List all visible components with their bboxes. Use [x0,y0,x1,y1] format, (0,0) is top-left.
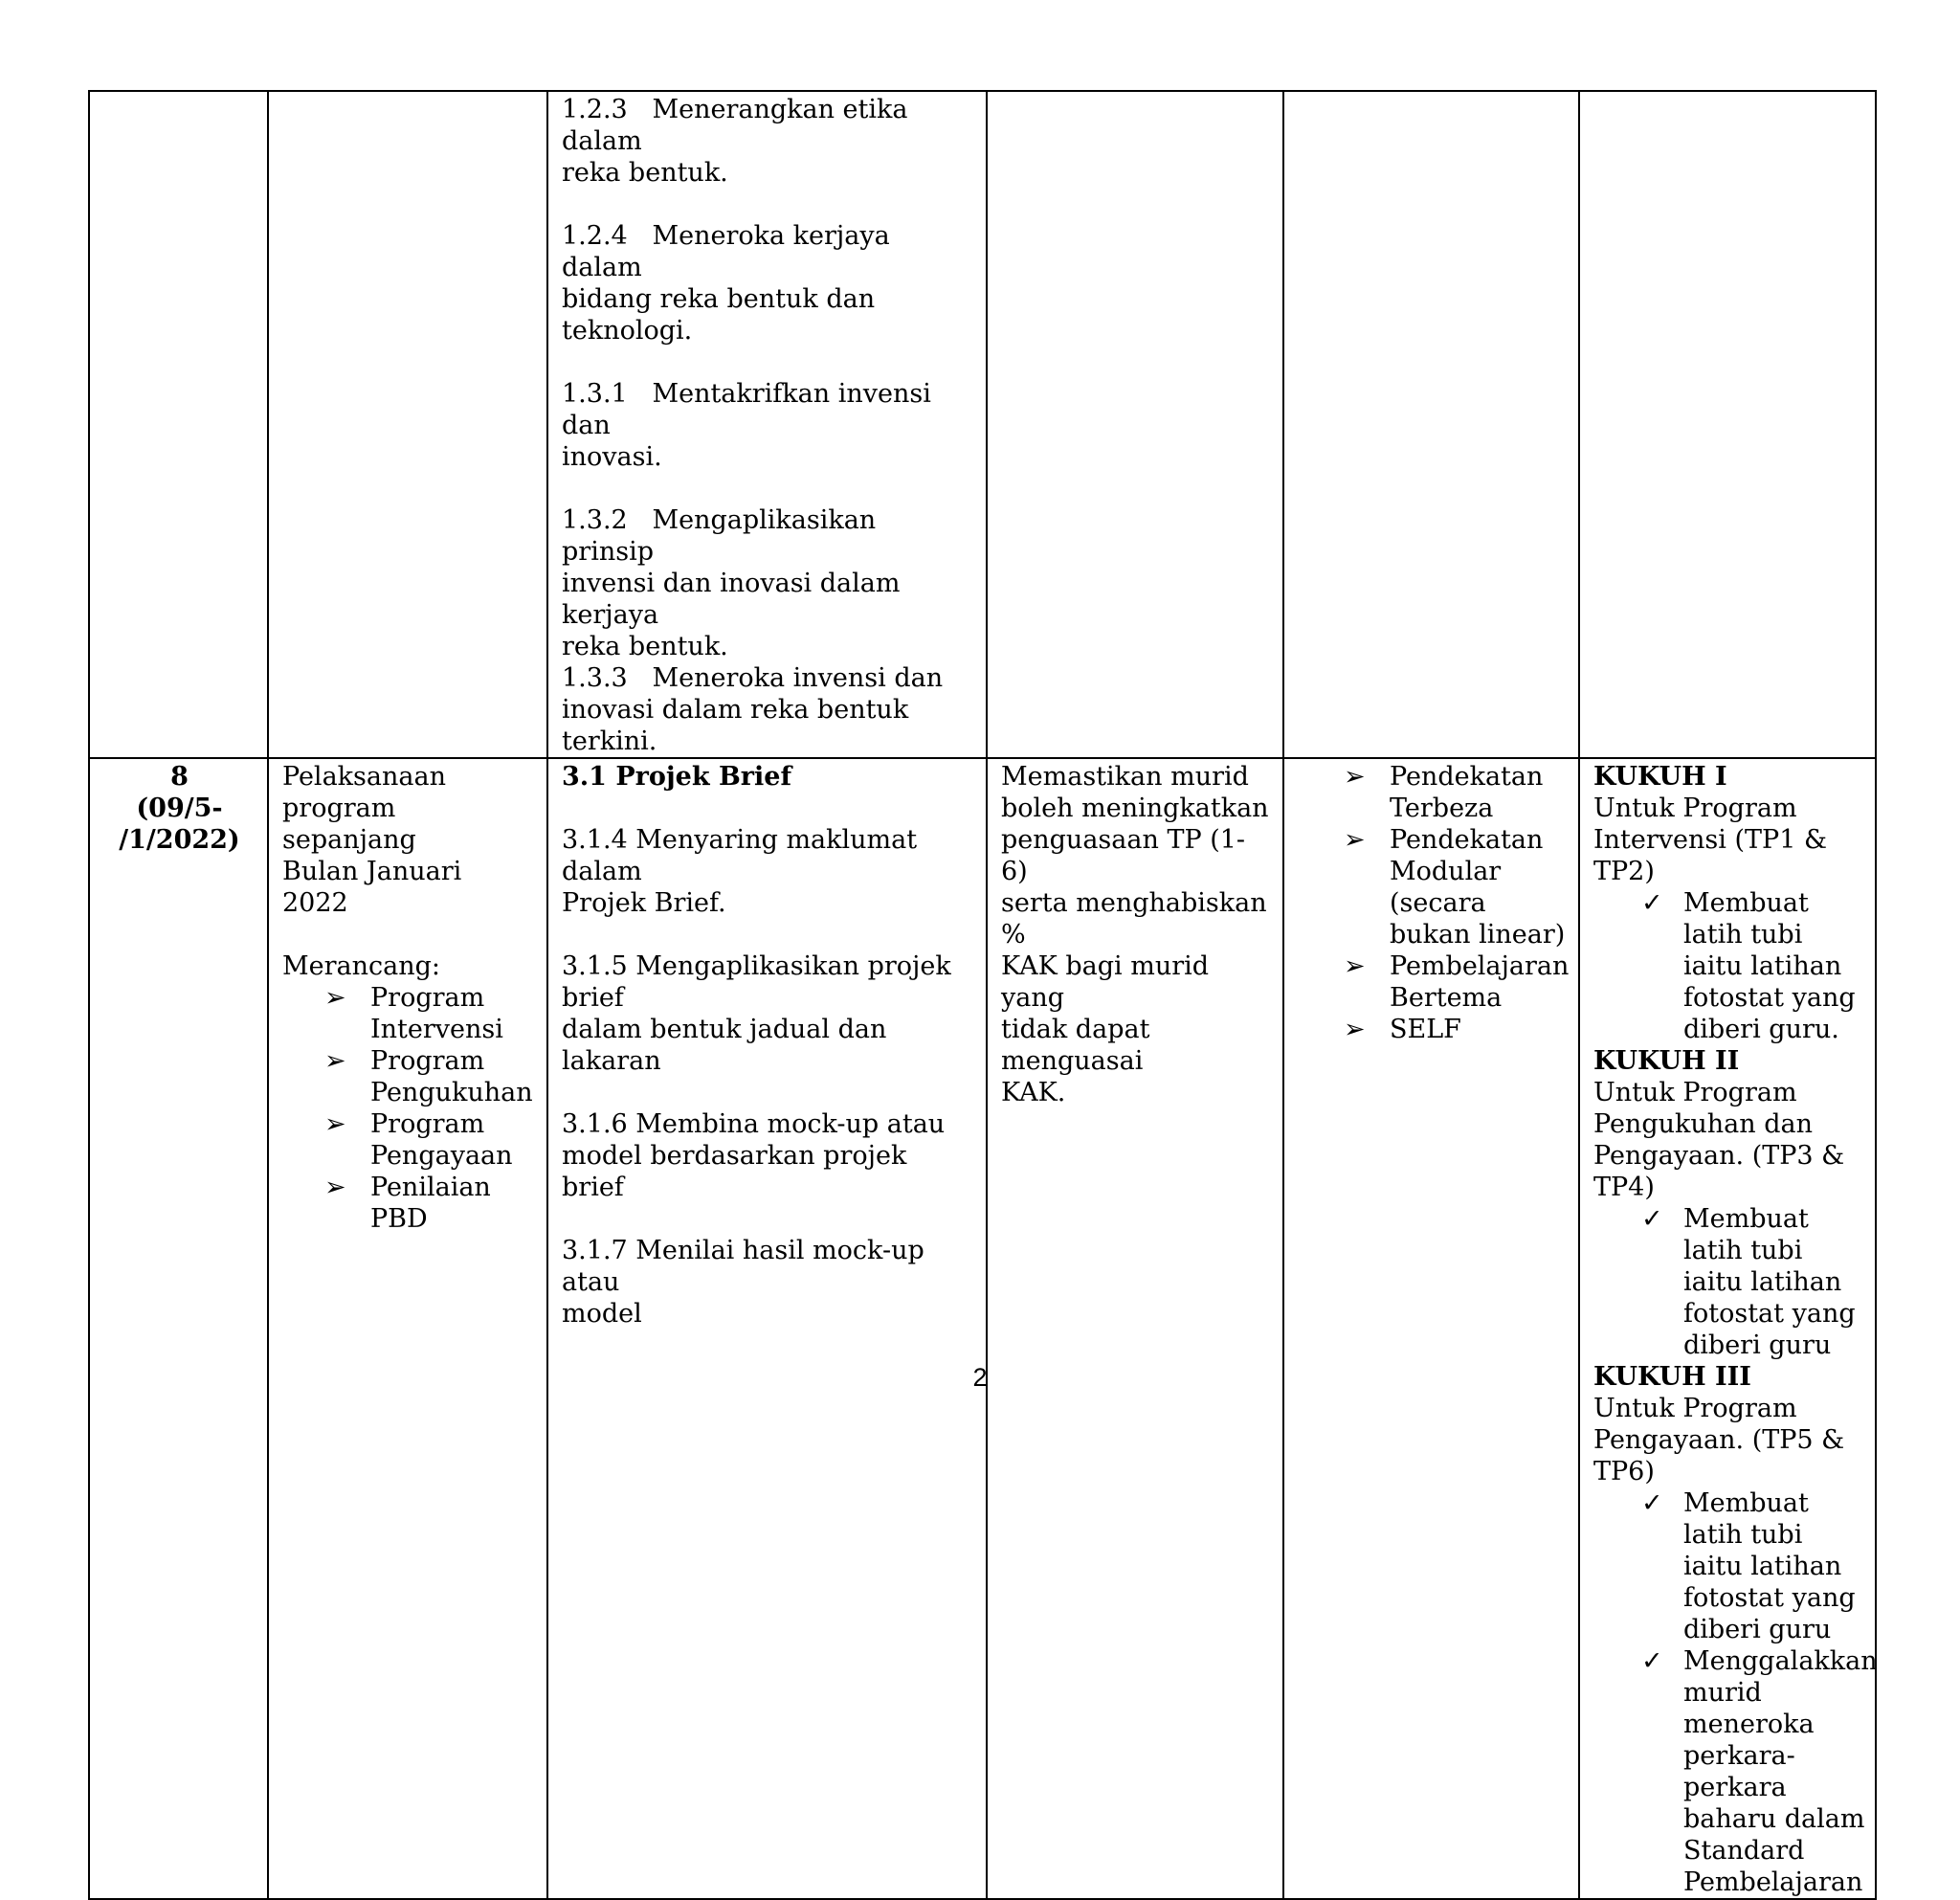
text-line: boleh meningkatkan [1001,794,1269,823]
list-item [1641,1487,1867,1645]
arrow-bullet-icon: ➢ [324,1046,346,1076]
approach-cell [1283,758,1579,1899]
kukuh-list [1593,1487,1878,1898]
list-item-label: SELF [1390,1015,1461,1044]
lesson-plan-table [88,90,1877,1900]
arrow-bullet-icon: ➢ [324,1173,346,1202]
list-item-label: Program Pengukuhan [370,1046,533,1107]
arrow-bullet-icon: ➢ [1344,1015,1366,1044]
objective-cell [987,758,1283,1899]
text-line: bidang reka bentuk dan teknologi. [562,284,883,346]
checkmark-icon: ✓ [1641,1646,1663,1676]
text-line: 1.3.2 Mengaplikasikan prinsip [562,505,884,567]
text-line: 1.2.4 Meneroka kerjaya dalam [562,221,899,282]
text-line: 1.2.3 Menerangkan etika dalam [562,95,917,156]
text-line: inovasi dalam reka bentuk terkini. [562,695,917,756]
list-item-label: Pembelajaran Bertema [1390,951,1570,1013]
table-row [89,758,1876,1899]
kukuh-block [1593,1045,1867,1361]
objective-cell [987,91,1283,758]
text-line: KAK. [1001,1078,1066,1107]
text-line: 3.1.5 Mengaplikasikan projek brief [562,951,960,1013]
week-cell [89,758,268,1899]
text-line: penguasaan TP (1-6) [1001,825,1246,886]
text-line: 3.1.7 Menilai hasil mock-up atau [562,1236,933,1297]
program-list [282,982,535,1235]
list-item [1641,1645,1878,1898]
list-item [1344,761,1567,824]
list-item-label: Pendekatan Modular (secara bukan linear) [1390,825,1566,950]
kukuh-title: KUKUH I [1593,762,1727,792]
standard-item [562,220,974,346]
standard-item [562,378,974,473]
text-line: Pengukuhan dan [1593,1109,1813,1139]
list-item [1344,824,1567,950]
list-item-label: Pendekatan Terbeza [1390,762,1544,823]
text-line: dalam bentuk jadual dan lakaran [562,1015,895,1076]
approach-list [1298,761,1570,1045]
standard-item [562,504,974,662]
kukuh-block [1593,1361,1878,1898]
arrow-bullet-icon: ➢ [1344,951,1366,981]
list-item [324,1172,535,1235]
kukuh-title: KUKUH II [1593,1046,1740,1076]
week-date: (09/5- [136,794,223,823]
list-item [1344,950,1570,1014]
list-item [324,982,535,1045]
text-line: 3.1.6 Membina mock-up atau [562,1109,946,1139]
text-line: invensi dan inovasi dalam kerjaya [562,569,909,630]
text-line: 3.1.4 Menyaring maklumat dalam [562,825,925,886]
text-line: 1.3.3 Meneroka invensi dan [562,663,944,693]
program-cell [268,91,547,758]
text-line: Projek Brief. [562,888,726,918]
kukuh-list [1593,1203,1867,1361]
text-line: model berdasarkan projek brief [562,1141,915,1202]
arrow-bullet-icon: ➢ [1344,825,1366,855]
text-line: serta menghabiskan % [1001,888,1276,950]
list-item-label: Menggalakkan murid meneroka perkara-perkara baharu dalam Standard Pembelajaran [1683,1646,1878,1897]
text-line: tidak dapat menguasai [1001,1015,1159,1076]
text-line: model [562,1299,642,1329]
list-item-label: Membuat latih tubi iaitu latihan fotostat yang diberi guru [1683,1204,1856,1360]
table-row [89,91,1876,758]
checkmark-icon: ✓ [1641,888,1663,918]
text-line: inovasi. [562,442,662,472]
kukuh-cell [1579,758,1876,1899]
text-line: Pengayaan. (TP3 & TP4) [1593,1141,1853,1202]
list-item-label: Membuat latih tubi iaitu latihan fotostat yang diberi guru. [1683,888,1856,1044]
standard-item [562,662,974,757]
week-number: 8 [170,762,189,792]
list-item-label: Program Intervensi [370,983,503,1044]
arrow-bullet-icon: ➢ [324,983,346,1013]
text-line: Untuk Program [1593,1078,1797,1107]
text-line: Intervensi (TP1 & TP2) [1593,825,1836,886]
standard-item [562,94,974,189]
list-item [1344,1014,1567,1045]
text-line: Pengayaan. (TP5 & TP6) [1593,1425,1853,1486]
checkmark-icon: ✓ [1641,1488,1663,1518]
text-line: 1.3.1 Mentakrifkan invensi dan [562,379,940,440]
text-line: reka bentuk. [562,632,728,661]
list-item-label: Penilaian PBD [370,1173,491,1234]
standard-cell [547,91,987,758]
text-line: Pelaksanaan [282,762,446,792]
list-item [324,1108,535,1172]
kukuh-list [1593,887,1867,1045]
list-item-label: Program Pengayaan [370,1109,513,1171]
text-line: Memastikan murid [1001,762,1249,792]
text-line: Untuk Program [1593,794,1797,823]
approach-cell [1283,91,1579,758]
text-line: Bulan Januari 2022 [282,857,470,918]
week-cell [89,91,268,758]
kukuh-title: KUKUH III [1593,1362,1751,1392]
text-line: program sepanjang [282,794,416,855]
list-item [1641,887,1867,1045]
arrow-bullet-icon: ➢ [324,1109,346,1139]
list-item-label: Membuat latih tubi iaitu latihan fotostat yang diberi guru [1683,1488,1856,1644]
program-cell [268,758,547,1899]
week-date: /1/2022) [119,825,240,855]
program-heading: Merancang: [282,951,441,981]
standard-cell [547,758,987,1899]
text-line: reka bentuk. [562,158,728,188]
list-item [324,1045,535,1108]
text-line: Untuk Program [1593,1394,1797,1423]
arrow-bullet-icon: ➢ [1344,762,1366,792]
kukuh-cell [1579,91,1876,758]
page-number: 2 [972,1363,988,1392]
section-title: 3.1 Projek Brief [562,762,792,792]
checkmark-icon: ✓ [1641,1204,1663,1234]
kukuh-block [1593,761,1867,1045]
list-item [1641,1203,1867,1361]
text-line: KAK bagi murid yang [1001,951,1217,1013]
